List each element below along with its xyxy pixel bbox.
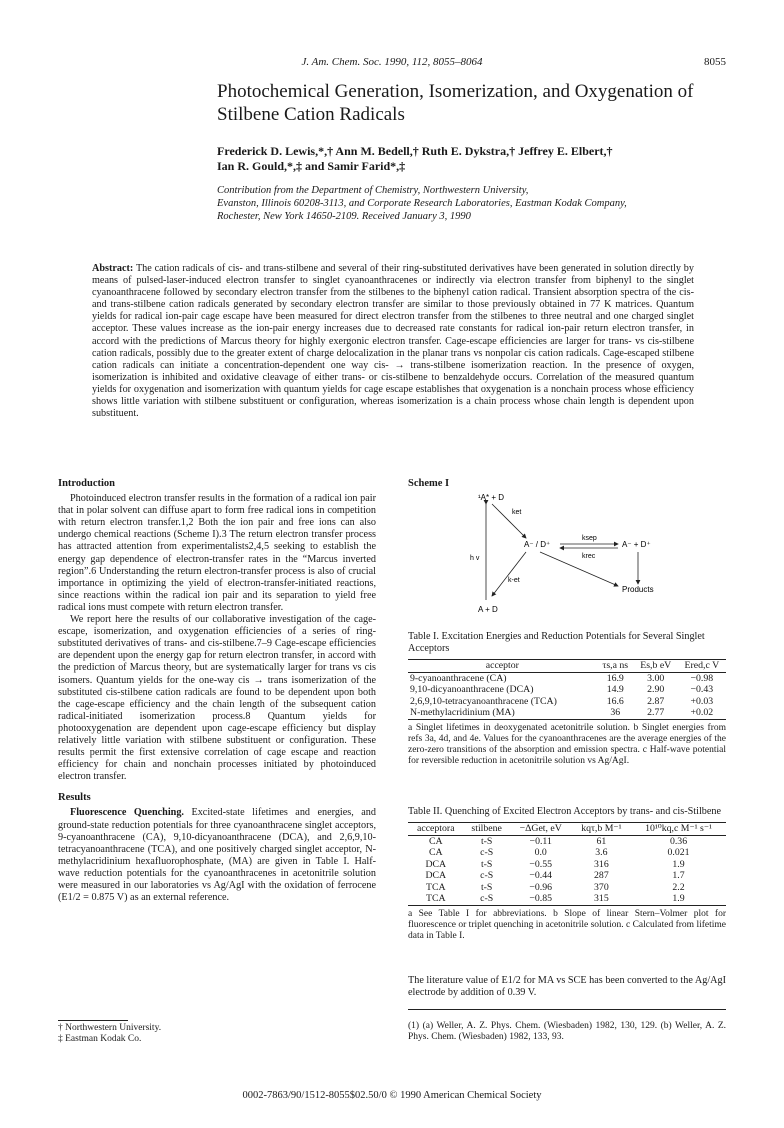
scheme-ket: ket	[512, 509, 522, 516]
abstract-text: The cation radicals of cis- and trans-stilbene and several of their ring-substituted derivatives have been generated in solution directly by means of pulsed-laser-induced electron transfer to singlet cyanoanthracenes or indirectly via electron transfer from biphenyl to the singlet cyanoanthracene followed by secondary electron transfer from the stilbenes to the biphenyl cation radical. Transient absorption spectra of the cis- and trans-stilbene cation radicals generated by secondary electron transfer are similar to those previously obtained in 77 K matrices. Quantum yields for radical ion-pair cage escape have been measured for direct electron transfer from the stilbenes to three neutral and one charged singlet acceptor. These values increase as the ion-pair energy increases due to decreased rate constants for radical ion-pair return electron transfer, in accord with the predictions of Marcus theory for highly exergonic electron transfer. Cage-escape efficiencies are larger for trans- vs cis-stilbene cation radicals, possibly due to the greater extent of charge delocalization in the planar trans vs nonpolar cis cation radicals. Cage-escaped stilbene cation radicals can initiate a concentration-dependent one way cis- → trans-stilbene isomerization reaction. In the presence of oxygen, isomerization is inhibited and oxidative cleavage of either trans- or cis-stilbene to benzaldehyde occurs. Correlation of the measured quantum yields for oxygenation and isomerization with quantum yields for cage escape establishes that oxygenation is a nonchain process whose efficiency shows little variation with stilbene substituent or configuration, whereas isomerization is a chain process whose chain length is dependent upon substituent.	[92, 263, 694, 420]
table-cell: 1.9	[672, 893, 685, 904]
scheme-arrow-k-et	[492, 552, 526, 596]
reference-1: (1) (a) Weller, A. Z. Phys. Chem. (Wiesbaden) 1982, 130, 129. (b) Weller, A. Z. Phys. Chem. (Wiesbaden) 1982, 133, 93.	[408, 1021, 726, 1042]
table-1	[408, 631, 726, 767]
table-cell: +0.02	[690, 707, 714, 718]
table-cell: CA	[428, 835, 443, 847]
table-cell: 61	[596, 835, 607, 847]
table-cell: 3.6	[595, 847, 608, 858]
intro-paragraph-1: Photoinduced electron transfer results in the formation of a radical ion pair that in polar solvent can diffuse apart to form free radical ions in competition with return electron transfer.1,2 Both the ion pair and free ions can also undergo chemical reactions (Scheme I).3 The return electron transfer process has attracted attention from experimentalists2,4,5 seeking to establish the energy gap dependence of electron-transfer rates in the “Marcus inverted region”.6 Understanding the return electron-transfer process is also of crucial importance in optimizing the yield of electron-transfer-initiated reactions, since reactions within the radical ion pair and its separation to yield free radical ions must compete with return electron transfer.	[58, 493, 376, 613]
footnote-rule	[58, 1020, 128, 1021]
intro-paragraph-2: We report here the results of our collaborative investigation of the cage-escape, isomerization, and oxygenation efficiencies of a series of ring-substituted derivatives of trans- and cis-stilbene.7–9 Cage-escape efficiencies are dependent upon the energy gap for return electron transfer, in accord with the prediction of Marcus theory, but are systematically larger for trans vs cis isomers. Quantum yields for the one-way cis → trans isomerization of the substituted cis-stilbene cation radicals are found to be dependent upon both the cage-escape efficiency and the chain length of the subsequent cation radical-initiated isomerization process.8 Quantum yields for photooxygenation are dependent upon cage-escape efficiency but display relatively little variation with stilbene substituent or configuration. These results permit the first extensive correlation of cage escape and reaction efficiency for chain and nonchain processes initiated by photoinduced electron transfer.	[58, 614, 376, 783]
scheme-diagram	[408, 490, 726, 620]
results-paragraph-1	[58, 807, 376, 904]
table-cell: 2.2	[672, 881, 685, 893]
author-line-1: Frederick D. Lewis,*,† Ann M. Bedell,† Ruth E. Dykstra,† Jeffrey E. Elbert,†	[217, 144, 613, 158]
scheme-ksep: ksep	[582, 535, 597, 542]
table-cell: c-S	[480, 847, 494, 858]
table-cell: −0.85	[529, 893, 553, 904]
author-list	[217, 144, 717, 174]
table-cell: 9,10-dicyanoanthracene (DCA)	[410, 684, 534, 695]
table-cell: −0.44	[529, 870, 553, 881]
table-2	[408, 806, 726, 942]
table-cell: 1.7	[672, 870, 685, 881]
table-cell: 316	[594, 858, 609, 870]
table-cell: −0.98	[690, 672, 714, 684]
affiliation-line-1: Contribution from the Department of Chemistry, Northwestern University,	[217, 185, 529, 196]
table-cell: 0.36	[669, 835, 688, 847]
table-cell: 370	[594, 881, 609, 893]
table-cell: c-S	[480, 870, 494, 881]
right-body-text: The literature value of E1/2 for MA vs SCE has been converted to the Ag/AgI electrode by addition of 0.39 V.	[408, 975, 726, 999]
table-cell: 287	[594, 870, 609, 881]
page-number: 8055	[704, 56, 726, 68]
table-cell: 9-cyanoanthracene (CA)	[410, 672, 507, 684]
table-cell: TCA	[425, 893, 446, 904]
scheme-ground-state: A + D	[478, 605, 498, 614]
scheme-radical-pair: A⁻ / D⁺	[524, 540, 551, 549]
paper-title: Photochemical Generation, Isomerization, and Oxygenation of Stilbene Cation Radicals	[217, 81, 694, 125]
table-cell: 2.77	[647, 707, 665, 718]
affiliation-footnotes	[58, 1023, 376, 1045]
scheme-k-et: k-et	[508, 577, 520, 584]
table-cell: −0.55	[529, 858, 553, 870]
affiliation-line-3: Rochester, New York 14650-2109. Received January 3, 1990	[217, 211, 471, 222]
table-cell: TCA	[425, 881, 446, 893]
column-header: Ered,c V	[678, 660, 726, 673]
table-cell: 1.9	[672, 858, 685, 870]
table-cell: 16.9	[606, 672, 624, 684]
column-header: kqτ,b M⁻¹	[572, 823, 631, 836]
table-cell: DCA	[425, 870, 447, 881]
table-cell: −0.11	[529, 835, 552, 847]
scheme-arrow-pair-products	[540, 552, 618, 586]
table-cell: 0.021	[667, 847, 690, 858]
column-header: τs,a ns	[597, 660, 634, 673]
left-column	[58, 478, 376, 904]
column-header: −ΔGet, eV	[510, 823, 572, 836]
journal-header: J. Am. Chem. Soc. 1990, 112, 8055–8064	[301, 56, 483, 68]
affiliation	[217, 184, 737, 223]
results-paragraph-1-text: Excited-state lifetimes and energies, and ground-state reduction potentials for three cyanoanthracene singlet acceptors, 9-cyanoanthracene (CA), 9,10-dicyanoanthracene (DCA), and 2,6,9,10-tetracyanoanthracene (TCA), and one positively charged singlet acceptor, N-methylacridinium hexafluorophosphate, (MA) are given in Table I. Half-wave reduction potentials for the cyanoanthracenes in acetonitrile solution were measured in our laboratories vs Ag/AgI with the oxidation of ferrocene (E1/2 = 0.875 V) as an external reference.	[58, 807, 376, 904]
scheme-free-ions: A⁻ + D⁺	[622, 540, 651, 549]
table-cell: 16.6	[606, 695, 624, 707]
reference-rule	[408, 1009, 726, 1010]
table-cell: c-S	[480, 893, 494, 904]
table-row	[408, 893, 726, 905]
fluorescence-quenching-heading: Fluorescence Quenching.	[70, 807, 184, 819]
abstract	[92, 263, 694, 420]
table-cell: 3.00	[647, 672, 665, 684]
table-row	[408, 672, 726, 684]
table-cell: 36	[610, 707, 621, 718]
table-1-grid	[408, 659, 726, 720]
table-2-caption: Table II. Quenching of Excited Electron Acceptors by trans- and cis-Stilbene	[408, 806, 722, 817]
column-header: 10¹⁰kq,c M⁻¹ s⁻¹	[631, 823, 726, 836]
table-cell: −0.96	[529, 881, 553, 893]
column-header: stilbene	[464, 823, 510, 836]
table-row	[408, 835, 726, 847]
footnote-northwestern: † Northwestern University.	[58, 1023, 162, 1033]
table-cell: +0.03	[690, 695, 714, 707]
abstract-label: Abstract:	[92, 263, 134, 274]
table-cell: 0.0	[534, 847, 547, 858]
table-cell: 2,6,9,10-tetracyanoanthracene (TCA)	[410, 695, 557, 707]
table-cell: 315	[594, 893, 609, 904]
table-row	[408, 870, 726, 882]
table-row	[408, 882, 726, 894]
table-cell: N-methylacridinium (MA)	[410, 707, 515, 718]
table-row	[408, 847, 726, 859]
scheme-hv: h v	[470, 555, 480, 562]
table-2-notes: a See Table I for abbreviations. b Slope of linear Stern–Volmer plot for fluorescence or triplet quenching in acetonitrile solution. c Calculated from lifetime data in Table I.	[408, 908, 726, 941]
author-line-2: Ian R. Gould,*,‡ and Samir Farid*,‡	[217, 159, 406, 173]
scheme-label: Scheme I	[408, 478, 450, 489]
table-cell: t-S	[480, 835, 493, 847]
scheme-excited-pair: ¹A* + D	[478, 493, 505, 502]
table-cell: 2.90	[647, 684, 665, 695]
results-heading: Results	[58, 792, 91, 804]
table-cell: 14.9	[606, 684, 624, 695]
scheme-krec: krec	[582, 553, 596, 560]
footnote-kodak: ‡ Eastman Kodak Co.	[58, 1034, 142, 1044]
table-1-notes: a Singlet lifetimes in deoxygenated acetonitrile solution. b Singlet energies from refs 3a, 4d, and 4e. Values for the cyanoanthracenes are the average energies of the zero-zero transitions of the absorption and emission spectra. c Half-wave potential for reversible reduction in acetonitrile solution vs Ag/AgI.	[408, 722, 726, 766]
table-cell: DCA	[425, 858, 447, 870]
affiliation-line-2: Evanston, Illinois 60208-3113, and Corporate Research Laboratories, Eastman Kodak Company,	[217, 198, 627, 209]
table-cell: 2.87	[647, 695, 665, 707]
table-row	[408, 707, 726, 719]
table-row	[408, 684, 726, 696]
column-header: Es,b eV	[634, 660, 678, 673]
scheme-products: Products	[622, 585, 654, 594]
table-cell: CA	[428, 847, 443, 858]
column-header: acceptor	[408, 660, 597, 673]
table-row	[408, 696, 726, 708]
column-header: acceptora	[408, 823, 464, 836]
intro-heading: Introduction	[58, 478, 115, 489]
copyright-line: 0002-7863/90/1512-8055$02.50/0 © 1990 American Chemical Society	[242, 1090, 542, 1101]
table-row	[408, 859, 726, 871]
table-1-caption: Table I. Excitation Energies and Reduction Potentials for Several Singlet Acceptors	[408, 631, 705, 654]
table-cell: t-S	[480, 881, 493, 893]
table-2-grid	[408, 822, 726, 906]
table-cell: −0.43	[690, 684, 714, 695]
table-cell: t-S	[480, 858, 493, 870]
